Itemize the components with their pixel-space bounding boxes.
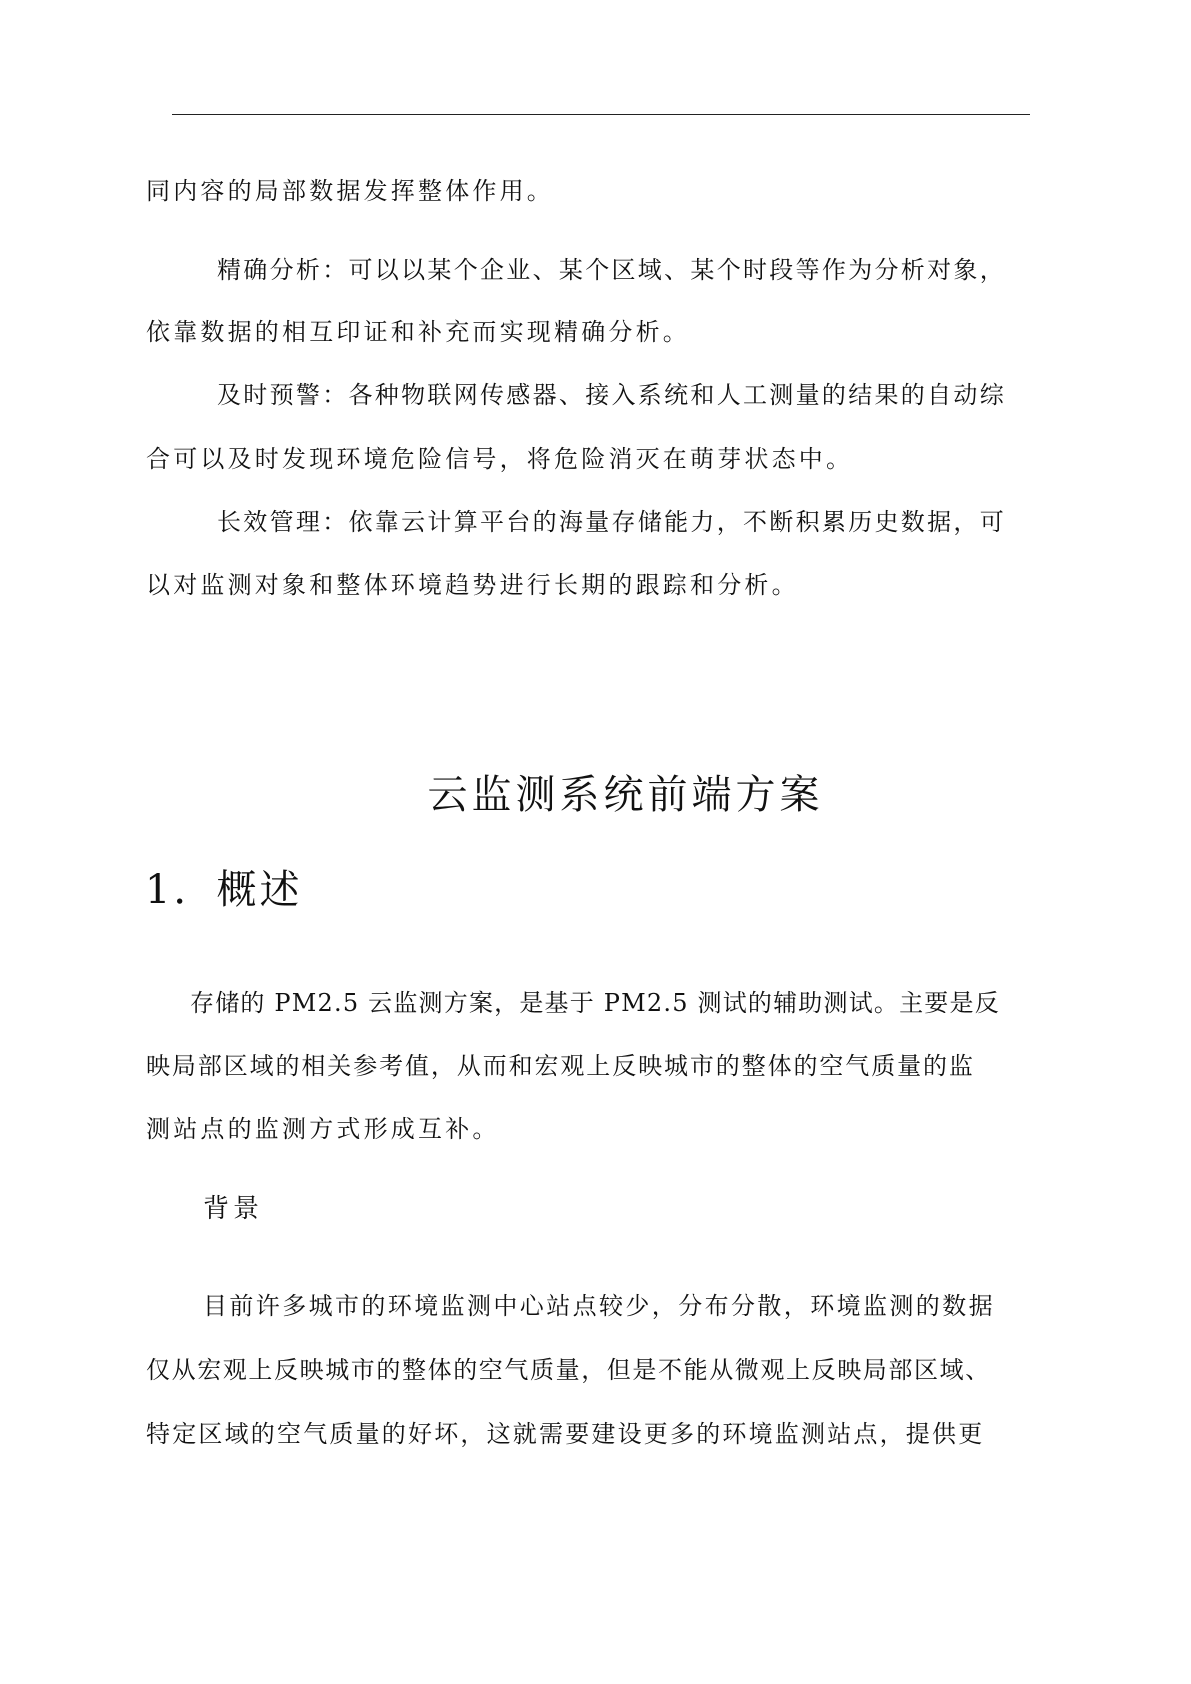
background-line: 仅从宏观上反映城市的整体的空气质量，但是不能从微观上反映局部区域、 [146, 1356, 991, 1384]
section-heading: 1．概述 [145, 867, 303, 913]
section-title: 云监测系统前端方案 [427, 772, 824, 818]
paragraph-line: 及时预警：各种物联网传感器、接入系统和人工测量的结果的自动综 [217, 381, 1006, 409]
paragraph-line: 同内容的局部数据发挥整体作用。 [146, 177, 554, 205]
paragraph-line: 长效管理：依靠云计算平台的海量存储能力，不断积累历史数据，可 [217, 508, 1006, 536]
paragraph-line: 依靠数据的相互印证和补充而实现精确分析。 [146, 318, 690, 346]
overview-line: 存储的 PM2.5 云监测方案，是基于 PM2.5 测试的辅助测试。主要是反 [190, 989, 1000, 1017]
overview-line: 测站点的监测方式形成互补。 [146, 1115, 500, 1143]
header-rule [172, 114, 1030, 115]
background-line: 特定区域的空气质量的好坏，这就需要建设更多的环境监测站点，提供更 [146, 1420, 985, 1448]
overview-line: 映局部区域的相关参考值，从而和宏观上反映城市的整体的空气质量的监 [146, 1052, 975, 1080]
background-line: 目前许多城市的环境监测中心站点较少，分布分散，环境监测的数据 [203, 1292, 995, 1320]
paragraph-line: 精确分析：可以以某个企业、某个区域、某个时段等作为分析对象， [217, 256, 1006, 284]
paragraph-line: 以对监测对象和整体环境趋势进行长期的跟踪和分析。 [146, 571, 799, 599]
subheading: 背景 [203, 1194, 264, 1224]
paragraph-line: 合可以及时发现环境危险信号，将危险消灭在萌芽状态中。 [146, 445, 854, 473]
